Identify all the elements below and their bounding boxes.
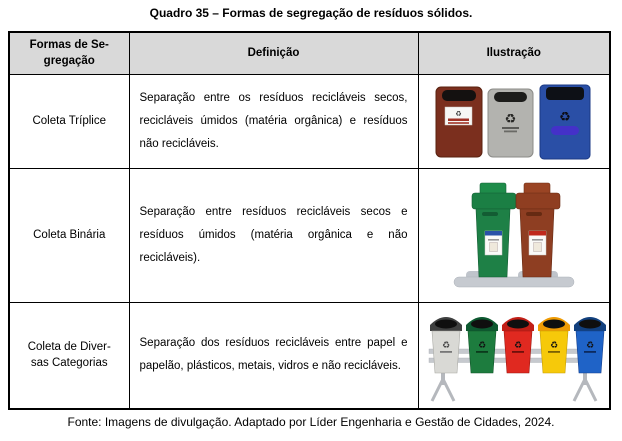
trash-bin-brown	[436, 87, 482, 157]
row1-forma-label: Coleta Tríplice	[32, 115, 106, 127]
row2-illustration-wrap	[419, 179, 610, 291]
recycle-icon: ♻	[477, 341, 486, 352]
recycle-icon: ♻	[455, 110, 462, 118]
header-formas	[9, 32, 129, 74]
row3-illustration-wrap	[419, 305, 610, 405]
row3-ilustracao	[418, 302, 610, 409]
table-row	[9, 302, 610, 409]
row3-forma-line1: Coleta de Diver-	[27, 341, 111, 354]
row2-definicao: Separação entre resíduos recicláveis secos e resíduos úmidos (matéria orgânica e não recicláveis).	[129, 168, 418, 302]
bins-base-platform	[454, 271, 574, 287]
trash-bin-gray	[488, 89, 533, 157]
row3-forma-line2: sas Categorias	[30, 357, 108, 370]
five-color-bins-rack-icon	[419, 305, 609, 405]
trash-bin-blue	[540, 85, 590, 159]
recycle-icon: ♻	[441, 341, 450, 352]
recycle-icon: ♻	[585, 341, 594, 352]
table-caption: Quadro 35 – Formas de segregação de resíduos sólidos.	[149, 6, 473, 20]
recycle-icon: ♻	[549, 341, 558, 352]
row1-ilustracao	[418, 74, 610, 168]
row1-definicao: Separação entre os resíduos recicláveis secos, recicláveis úmidos (matéria orgânica) e resíduos não recicláveis.	[129, 74, 418, 168]
row2-forma-label: Coleta Binária	[33, 229, 106, 241]
row2-ilustracao	[418, 168, 610, 302]
source-note: Fonte: Imagens de divulgação. Adaptado por Líder Engenharia e Gestão de Cidades, 2024.	[67, 415, 555, 429]
row2-forma	[9, 168, 129, 302]
row3-definicao: Separação dos resíduos recicláveis entre papel e papelão, plásticos, metais, vidros e não recicláveis.	[129, 302, 418, 409]
rack-bin-white	[430, 317, 462, 373]
table-row	[9, 168, 610, 302]
segregation-table	[8, 31, 611, 410]
swing-bin-brown	[516, 183, 560, 277]
rack-bin-blue	[574, 317, 606, 373]
header-definicao: Definição	[129, 32, 418, 74]
rack-bin-yellow	[538, 317, 570, 373]
recycle-icon: ♻	[513, 341, 522, 352]
rack-bin-green	[466, 317, 498, 373]
row3-forma	[9, 302, 129, 409]
swing-bin-green	[472, 183, 516, 277]
three-street-bins-icon	[424, 79, 604, 163]
row1-illustration-wrap	[419, 79, 610, 163]
header-ilustracao: Ilustração	[418, 32, 610, 74]
table-row	[9, 74, 610, 168]
row1-forma	[9, 74, 129, 168]
header-formas-line2: gregação	[43, 55, 95, 68]
recycle-icon: ♻	[504, 112, 517, 127]
rack-bin-red	[502, 317, 534, 373]
table-header-row	[9, 32, 610, 74]
two-swing-lid-bins-icon	[444, 179, 584, 291]
header-formas-line1: Formas de Se-	[29, 39, 109, 52]
recycle-icon: ♻	[558, 110, 571, 125]
